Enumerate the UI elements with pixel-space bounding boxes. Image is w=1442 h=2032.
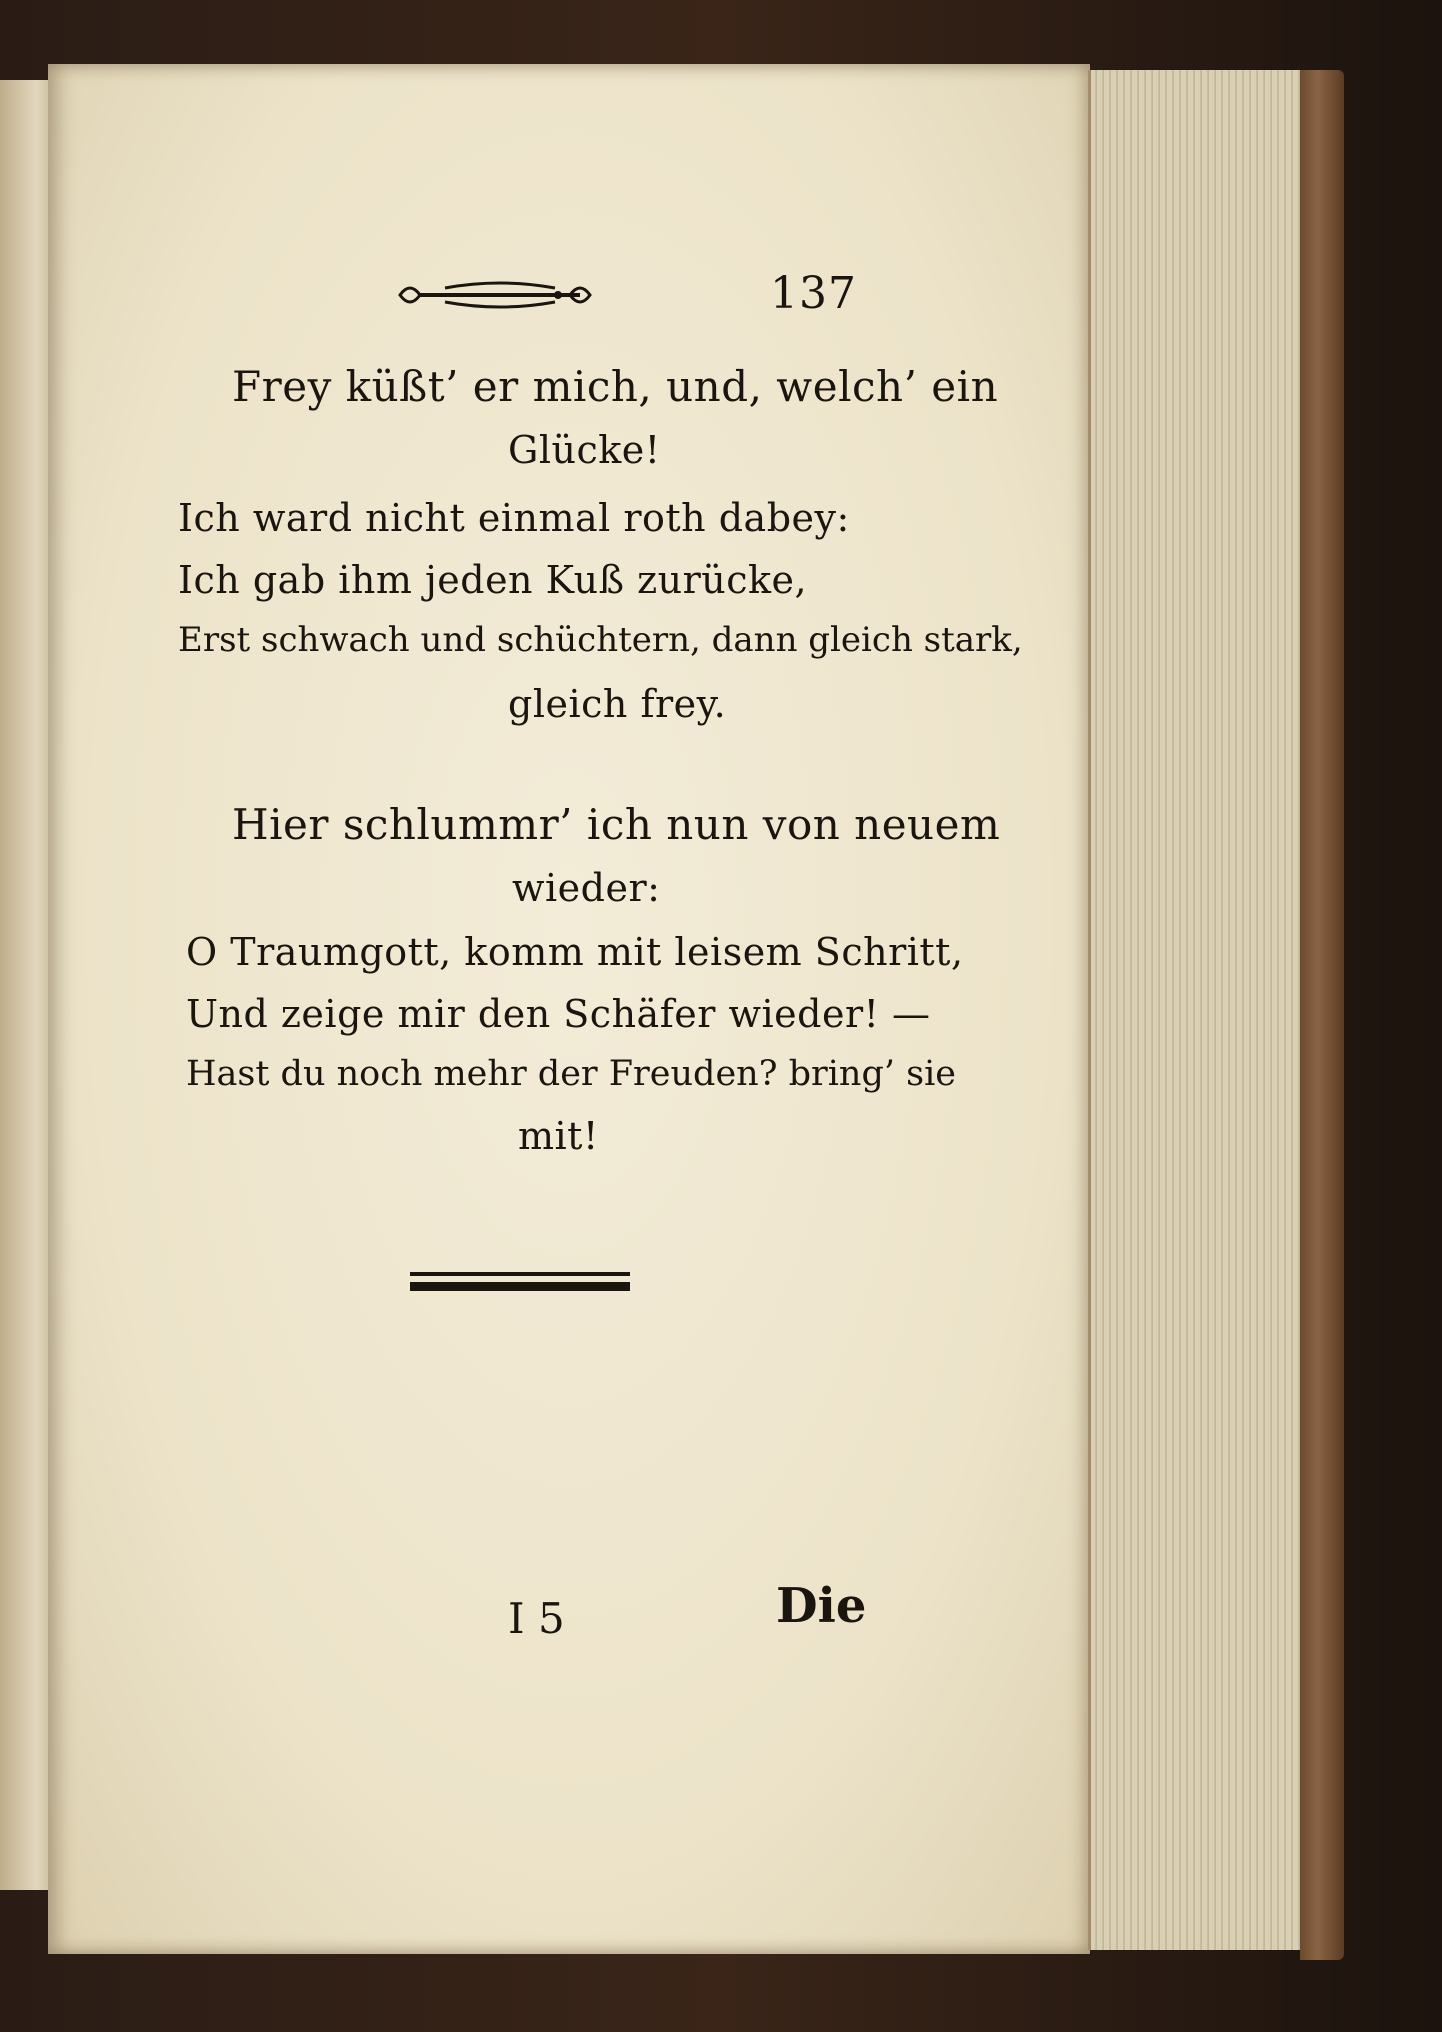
end-rule-thick <box>410 1282 630 1291</box>
poem-line: gleich frey. <box>508 682 727 726</box>
header-ornament-icon <box>390 270 600 320</box>
catchword: Die <box>776 1578 867 1634</box>
end-rule <box>410 1272 630 1291</box>
poem-line: wieder: <box>512 866 661 910</box>
poem-line: Erst schwach und schüchtern, dann gleich stark, <box>178 620 1023 660</box>
end-rule-thin <box>410 1272 630 1276</box>
book-cover-edge <box>1300 70 1344 1960</box>
poem-line: Ich ward nicht einmal roth dabey: <box>178 496 850 540</box>
poem-line: Und zeige mir den Schäfer wieder! — <box>186 992 931 1036</box>
signature-mark: I 5 <box>508 1594 565 1643</box>
poem-line: O Traumgott, komm mit leisem Schritt, <box>186 930 964 974</box>
poem-line: Frey küßt’ er mich, und, welch’ ein <box>232 362 999 411</box>
poem-line: Ich gab ihm jeden Kuß zurücke, <box>178 558 808 602</box>
poem-line: Hast du noch mehr der Freuden? bring’ sie <box>186 1054 956 1094</box>
poem-line: Glücke! <box>508 428 661 472</box>
poem-line: mit! <box>518 1114 599 1158</box>
page-block-edges <box>1088 70 1309 1950</box>
page-number: 137 <box>770 268 857 319</box>
poem-line: Hier schlummr’ ich nun von neuem <box>232 800 1001 849</box>
previous-page-edge <box>0 80 54 1890</box>
